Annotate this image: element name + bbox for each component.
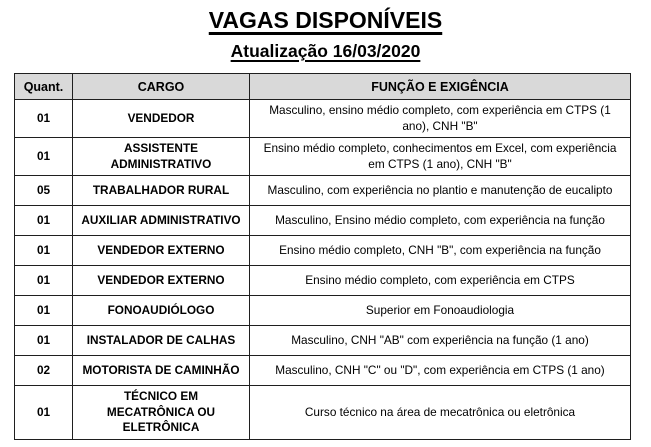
funcao-cell: Ensino médio completo, com experiência em CTPS [250, 266, 631, 296]
quant-cell: 01 [15, 138, 73, 176]
funcao-cell: Superior em Fonoaudiologia [250, 296, 631, 326]
quant-cell: 02 [15, 356, 73, 386]
page-subtitle: Atualização 16/03/2020 [230, 41, 421, 61]
funcao-cell: Masculino, CNH "AB" com experiência na função (1 ano) [250, 326, 631, 356]
funcao-cell: Masculino, ensino médio completo, com experiência em CTPS (1 ano), CNH "B" [250, 100, 631, 138]
cargo-cell: FONOAUDIÓLOGO [73, 296, 250, 326]
quant-cell: 01 [15, 326, 73, 356]
vacancies-table [14, 73, 631, 440]
cargo-cell: ASSISTENTE ADMINISTRATIVO [73, 138, 250, 176]
page-title: VAGAS DISPONÍVEIS [208, 7, 443, 33]
funcao-cell: Masculino, com experiência no plantio e manutenção de eucalipto [250, 176, 631, 206]
table-row [15, 266, 631, 296]
quant-cell: 01 [15, 386, 73, 440]
table-row [15, 206, 631, 236]
cargo-cell: TRABALHADOR RURAL [73, 176, 250, 206]
table-row [15, 236, 631, 266]
funcao-cell: Curso técnico na área de mecatrônica ou eletrônica [250, 386, 631, 440]
header-funcao: FUNÇÃO E EXIGÊNCIA [250, 74, 631, 100]
cargo-cell: TÉCNICO EM MECATRÔNICA OU ELETRÔNICA [73, 386, 250, 440]
quant-cell: 01 [15, 266, 73, 296]
table-row [15, 138, 631, 176]
table-row [15, 176, 631, 206]
table-row [15, 386, 631, 440]
funcao-cell: Ensino médio completo, conhecimentos em Excel, com experiência em CTPS (1 ano), CNH "B" [250, 138, 631, 176]
table-row [15, 100, 631, 138]
quant-cell: 01 [15, 296, 73, 326]
funcao-cell: Ensino médio completo, CNH "B", com experiência na função [250, 236, 631, 266]
quant-cell: 05 [15, 176, 73, 206]
cargo-cell: AUXILIAR ADMINISTRATIVO [73, 206, 250, 236]
funcao-cell: Masculino, CNH "C" ou "D", com experiência em CTPS (1 ano) [250, 356, 631, 386]
cargo-cell: VENDEDOR [73, 100, 250, 138]
header-cargo: CARGO [73, 74, 250, 100]
quant-cell: 01 [15, 236, 73, 266]
cargo-cell: MOTORISTA DE CAMINHÃO [73, 356, 250, 386]
quant-cell: 01 [15, 206, 73, 236]
cargo-cell: VENDEDOR EXTERNO [73, 266, 250, 296]
table-header-row [15, 74, 631, 100]
table-row [15, 326, 631, 356]
funcao-cell: Masculino, Ensino médio completo, com experiência na função [250, 206, 631, 236]
table-row [15, 296, 631, 326]
cargo-cell: INSTALADOR DE CALHAS [73, 326, 250, 356]
table-row [15, 356, 631, 386]
header-quant: Quant. [15, 74, 73, 100]
cargo-cell: VENDEDOR EXTERNO [73, 236, 250, 266]
quant-cell: 01 [15, 100, 73, 138]
